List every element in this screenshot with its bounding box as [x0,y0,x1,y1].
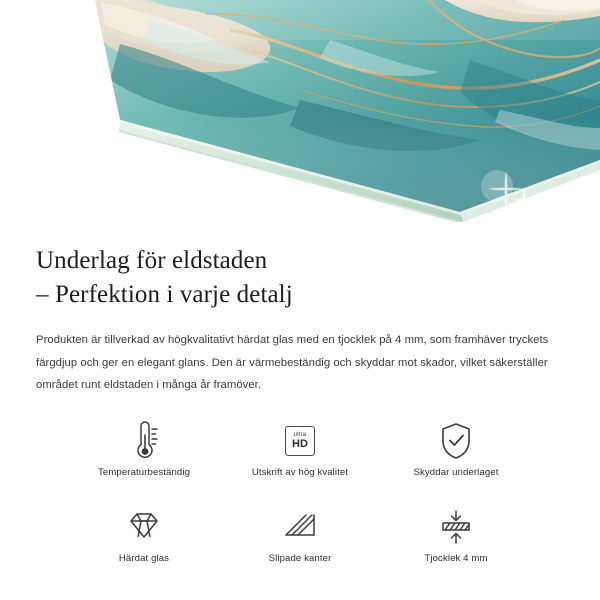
feature-item-print-quality [222,419,378,495]
feature-item-thickness [378,505,534,581]
feature-grid [36,419,564,581]
feature-label: Skyddar underlaget [413,466,499,478]
polished-edges-icon [280,505,320,549]
page-title-line2: – Perfektion i varje detalj [36,280,293,308]
feature-label: Härdat glas [118,552,170,564]
page-title-line1: Underlag för eldstaden [36,247,268,274]
thickness-4mm-icon [436,505,476,549]
ultra-hd-icon [285,419,315,463]
feature-label: Tjocklek 4 mm [424,552,488,564]
shield-check-icon [438,419,474,463]
feature-item-protection [378,419,534,495]
page-title [36,244,564,311]
feature-item-polished-edges [222,505,378,581]
feature-label: Temperaturbeständig [97,466,191,478]
hero-image [0,0,600,222]
ultra-hd-badge-top: ultra [293,431,307,438]
diamond-icon [123,505,165,549]
thermometer-icon [124,419,164,463]
feature-label: Slipade kanter [268,552,332,564]
feature-item-tempered-glass [66,505,222,581]
ultra-hd-badge-bottom: HD [292,437,308,450]
product-description: Produkten är tillverkad av högkvalitativt härdat glas med en tjocklek på 4 mm, som framhäver tryckets färgdjup och ger en elegant glans. Den är värmebeständig och skyddar mot skador, vilket säkerställer området runt eldstaden i många år framöver. [36,334,549,392]
feature-item-temperature [66,419,222,495]
feature-label: Utskrift av hög kvalitet [251,466,349,478]
marble-glass-panel-illustration [0,0,600,222]
content-section [0,244,600,581]
